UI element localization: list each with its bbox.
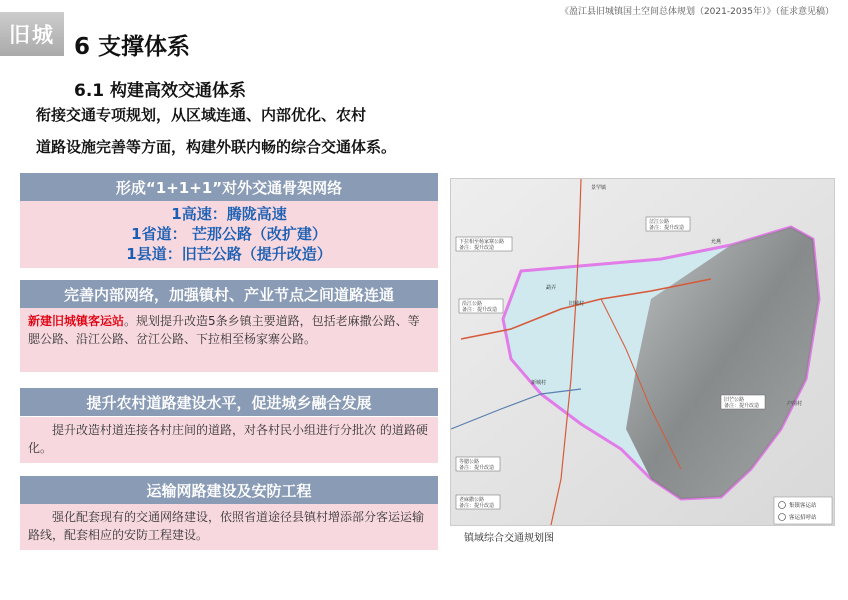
place-label-4: 允燕 — [711, 239, 722, 245]
callout-note-5: 备注：提升改造 — [459, 465, 495, 471]
section-1-heading: 形成“1+1+1”对外交通骨架网络 — [20, 173, 438, 201]
document-title: 《盈江县旧城镇国土空间总体规划（2021-2035年）》（征求意见稿） — [559, 7, 834, 17]
place-label-5: 户岗村 — [787, 401, 803, 407]
logo: 旧城 — [0, 12, 64, 56]
section-3-heading: 提升农村道路建设水平，促进城乡融合发展 — [20, 388, 438, 416]
chapter-title: 6 支撑体系 — [74, 34, 191, 60]
section-1-body — [20, 201, 438, 268]
legend-label-2: 客运招呼站 — [789, 515, 817, 521]
map-graphic — [451, 179, 834, 525]
section-2-body — [20, 308, 438, 372]
bus-stop-icon — [779, 514, 786, 521]
legend-label-1: 集镇客运站 — [789, 503, 817, 509]
map-caption: 镇域综合交通规划图 — [464, 533, 554, 544]
intro-line-1: 衔接交通专项规划，从区域连通、内部优化、农村 — [36, 106, 367, 124]
section-subtitle: 6.1 构建高效交通体系 — [74, 81, 247, 101]
section-4-heading: 运输网路建设及安防工程 — [20, 476, 438, 504]
section-3-body — [20, 417, 438, 463]
place-label-6: 新城村 — [531, 380, 547, 386]
callout-name-3: 沿江公路 — [462, 301, 483, 307]
section-1-line-2: 1省道： 芒那公路（改扩建） — [131, 225, 327, 243]
callout-note-2: 备注：提升改造 — [649, 225, 685, 231]
section-4-body — [20, 504, 438, 550]
place-label-3: 勐弄 — [546, 285, 557, 291]
callout-name-4: 旧芒公路 — [724, 397, 745, 403]
section-1-line-3: 1县道：旧芒公路（提升改造） — [126, 245, 332, 263]
transport-plan-map — [450, 178, 835, 526]
section-2-text — [20, 308, 438, 352]
callout-note-6: 备注：提升改造 — [459, 503, 495, 509]
callout-note-4: 备注：提升改造 — [724, 403, 760, 409]
bus-station-icon — [779, 502, 786, 509]
intro-line-2: 道路设施完善等方面，构建外联内畅的综合交通体系。 — [36, 138, 397, 156]
callout-note-1: 备注：提升改造 — [459, 245, 495, 251]
section-2-heading: 完善内部网络，加强镇村、产业节点之间道路连通 — [20, 280, 438, 308]
place-label-1: 景罕镇 — [591, 185, 607, 191]
place-label-2: 旧城村 — [569, 301, 585, 307]
callout-note-3: 备注：提升改造 — [462, 307, 498, 313]
section-1-line-1: 1高速：腾陇高速 — [171, 205, 287, 223]
section-2-highlight: 新建旧城镇客运站 — [28, 314, 125, 328]
section-3-text: 提升改造村道连接各村庄间的道路，对各村民小组进行分批次 的道路硬化。 — [28, 423, 428, 455]
callout-name-1: 下拉相至杨家寨公路 — [459, 239, 505, 245]
callout-name-6: 老麻撒公路 — [459, 497, 485, 503]
callout-name-5: 等腮公路 — [459, 459, 480, 465]
section-4-text: 强化配套现有的交通网络建设，依照省道途径县镇村增添部分客运运输路线，配套相应的安防工程建设。 — [28, 510, 425, 542]
callout-name-2: 岔江公路 — [649, 219, 670, 225]
section-2-detail: 。规划提升改造5条乡镇主要道路，包括老麻撒公路、等腮公路、沿江公路、岔江公路、下拉相至杨家寨公路。 — [28, 314, 420, 346]
